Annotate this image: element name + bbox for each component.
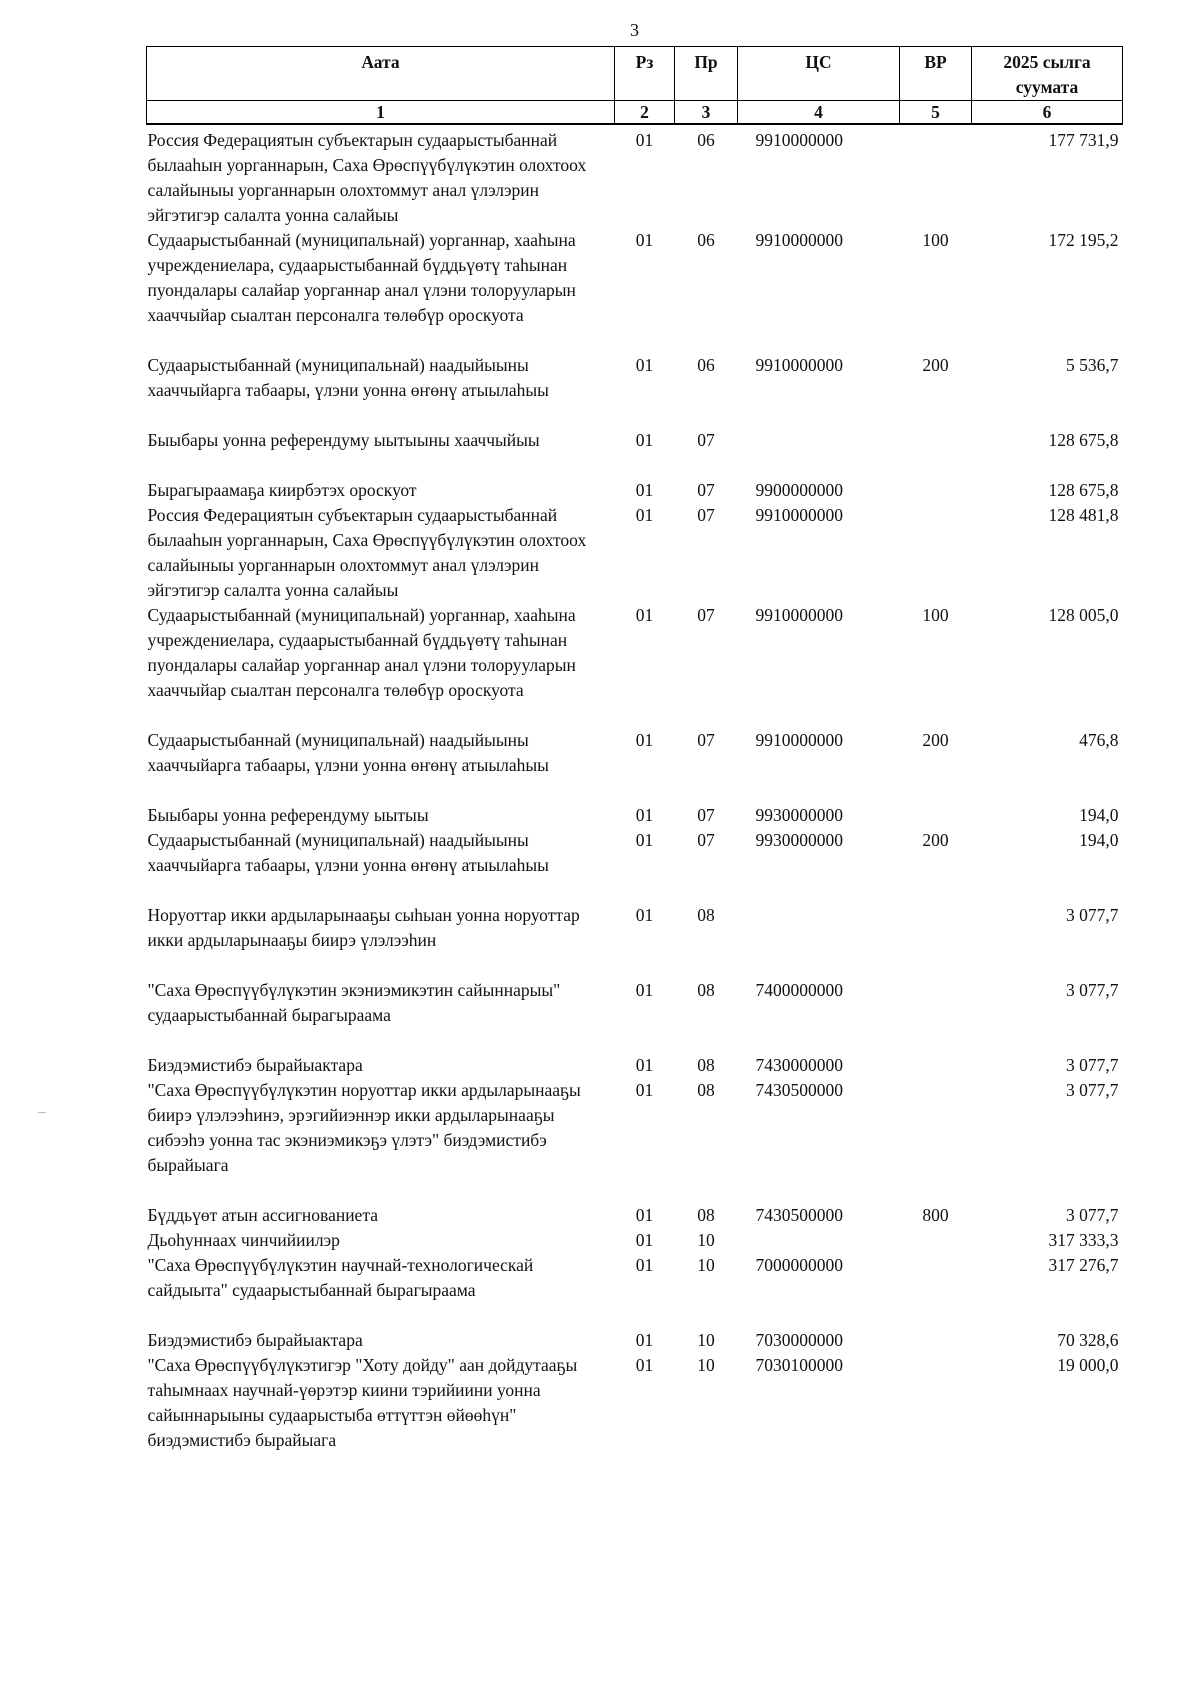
row-cs: 9910000000 xyxy=(755,605,843,625)
row-vr xyxy=(900,1253,972,1328)
row-cs xyxy=(738,1228,900,1253)
row-rz: 01 xyxy=(635,805,654,825)
row-name: Биэдэмистибэ бырайыактара xyxy=(147,1055,363,1075)
table-row xyxy=(147,978,1123,1053)
row-pr: 07 xyxy=(697,830,715,850)
row-sum: 476,8 xyxy=(1079,730,1119,750)
row-rz: 01 xyxy=(635,1255,654,1275)
row-rz: 01 xyxy=(635,1355,654,1375)
row-cs: 7430500000 xyxy=(755,1080,843,1100)
row-rz: 01 xyxy=(635,130,654,150)
row-vr: 200 xyxy=(922,730,949,750)
row-cs: 7430500000 xyxy=(755,1205,843,1225)
row-cs: 9910000000 xyxy=(755,730,843,750)
row-pr: 08 xyxy=(697,905,715,925)
row-sum: 3 077,7 xyxy=(1066,905,1119,925)
row-pr: 06 xyxy=(697,230,715,250)
table-row xyxy=(147,428,1123,478)
row-pr: 06 xyxy=(697,355,715,375)
column-number: 2 xyxy=(615,101,675,125)
row-sum: 3 077,7 xyxy=(1066,1080,1119,1100)
row-pr: 08 xyxy=(697,1080,715,1100)
table-row xyxy=(147,1253,1123,1328)
row-name: Судаарыстыбаннай (муниципальнай) наадыйыыны хааччыйарга табаары, үлэни уонна өҥөнү атыылаһыы xyxy=(147,730,549,775)
table-row xyxy=(147,503,1123,603)
table-row xyxy=(147,1328,1123,1353)
table-row xyxy=(147,828,1123,903)
table-row xyxy=(147,124,1123,228)
table-row xyxy=(147,1353,1123,1453)
row-rz: 01 xyxy=(635,505,654,525)
table-row xyxy=(147,728,1123,803)
row-vr xyxy=(900,1353,972,1453)
header-cs: ЦС xyxy=(738,47,900,101)
row-name: Быыбары уонна референдуму ыытыыны хааччыйыы xyxy=(147,430,540,450)
row-sum: 3 077,7 xyxy=(1066,1205,1119,1225)
row-vr xyxy=(900,1328,972,1353)
row-rz: 01 xyxy=(635,1330,654,1350)
row-sum: 317 276,7 xyxy=(1048,1255,1119,1275)
row-name: Бырагыраамаҕа киирбэтэх ороскуот xyxy=(147,480,417,500)
row-rz: 01 xyxy=(635,730,654,750)
header-sum: 2025 сылга суумата xyxy=(972,47,1123,101)
header-vr: ВР xyxy=(900,47,972,101)
row-vr: 800 xyxy=(922,1205,949,1225)
table-row xyxy=(147,603,1123,728)
row-name: Дьоһуннаах чинчийиилэр xyxy=(147,1230,340,1250)
row-pr: 07 xyxy=(697,480,715,500)
row-vr xyxy=(900,1228,972,1253)
row-name: Бүддьүөт атын ассигнованиета xyxy=(147,1205,378,1225)
row-sum: 194,0 xyxy=(1079,830,1119,850)
row-rz: 01 xyxy=(635,605,654,625)
row-sum: 194,0 xyxy=(1079,805,1119,825)
row-vr xyxy=(900,978,972,1053)
row-name: Судаарыстыбаннай (муниципальнай) наадыйыыны хааччыйарга табаары, үлэни уонна өҥөнү атыылаһыы xyxy=(147,830,549,875)
header-rz: Рз xyxy=(615,47,675,101)
row-rz: 01 xyxy=(635,1205,654,1225)
row-sum: 128 675,8 xyxy=(1048,430,1119,450)
row-cs: 7430000000 xyxy=(755,1055,843,1075)
row-cs: 7000000000 xyxy=(755,1255,843,1275)
row-name: Россия Федерациятын субъектарын судаарыстыбаннай былааһын уорганнарын, Саха Өрөспүүбүлүкэтин олохтоох салайыныы уорганнарын олохтоммут анал үлэлэрин эйгэтигэр салалта уонна салайыы xyxy=(147,505,587,600)
row-cs: 9930000000 xyxy=(755,805,843,825)
row-name: "Саха Өрөспүүбүлүкэтигэр "Хоту дойду" аан дойдутааҕы таһымнаах научнай-үөрэтэр киини тэрийиини уонна сайыннарыыны судаарыстыба өттүттэн өйөөһүн" биэдэмистибэ бырайыага xyxy=(147,1355,578,1450)
page-number: 3 xyxy=(630,20,639,40)
row-rz: 01 xyxy=(635,230,654,250)
row-cs: 9900000000 xyxy=(755,480,843,500)
row-sum: 3 077,7 xyxy=(1066,1055,1119,1075)
row-name: Судаарыстыбаннай (муниципальнай) уорганнар, хааһына учреждениелара, судаарыстыбаннай бүддьүөтү таһынан пуондалары салайар уорганнар анал үлэни толорууларын хааччыйар сыалтан персоналга төлөбүр ороскуота xyxy=(147,605,576,700)
table-row xyxy=(147,353,1123,428)
column-number: 6 xyxy=(972,101,1123,125)
row-sum: 128 675,8 xyxy=(1048,480,1119,500)
row-vr: 100 xyxy=(922,605,949,625)
row-name: Россия Федерациятын субъектарын судаарыстыбаннай былааһын уорганнарын, Саха Өрөспүүбүлүкэтин олохтоох салайыныы уорганнарын олохтоммут анал үлэлэрин эйгэтигэр салалта уонна салайыы xyxy=(147,130,587,225)
row-vr xyxy=(900,503,972,603)
row-sum: 172 195,2 xyxy=(1048,230,1119,250)
row-sum: 19 000,0 xyxy=(1057,1355,1119,1375)
margin-mark xyxy=(38,1112,46,1113)
row-cs: 9910000000 xyxy=(755,130,843,150)
row-rz: 01 xyxy=(635,980,654,1000)
row-pr: 07 xyxy=(697,605,715,625)
row-name: Быыбары уонна референдуму ыытыы xyxy=(147,805,429,825)
row-vr xyxy=(900,124,972,228)
row-sum: 3 077,7 xyxy=(1066,980,1119,1000)
row-sum: 177 731,9 xyxy=(1048,130,1119,150)
row-vr: 200 xyxy=(922,355,949,375)
row-name: Норуоттар икки ардыларынааҕы сыһыан уонна норуоттар икки ардыларынааҕы биирэ үлэлээһин xyxy=(147,905,580,950)
budget-table xyxy=(146,46,1123,1453)
table-row xyxy=(147,1228,1123,1253)
row-vr xyxy=(900,428,972,478)
row-sum: 317 333,3 xyxy=(1048,1230,1119,1250)
table-row xyxy=(147,903,1123,978)
row-name: Судаарыстыбаннай (муниципальнай) наадыйыыны хааччыйарга табаары, үлэни уонна өҥөнү атыылаһыы xyxy=(147,355,549,400)
table-row xyxy=(147,1078,1123,1203)
row-vr xyxy=(900,478,972,503)
column-number-row xyxy=(147,101,1123,125)
row-sum: 5 536,7 xyxy=(1066,355,1119,375)
column-number: 4 xyxy=(738,101,900,125)
row-name: Судаарыстыбаннай (муниципальнай) уорганнар, хааһына учреждениелара, судаарыстыбаннай бүддьүөтү таһынан пуондалары салайар уорганнар анал үлэни толорууларын хааччыйар сыалтан персоналга төлөбүр ороскуота xyxy=(147,230,576,325)
table-row xyxy=(147,478,1123,503)
row-pr: 07 xyxy=(697,430,715,450)
row-pr: 08 xyxy=(697,1055,715,1075)
row-sum: 128 005,0 xyxy=(1048,605,1119,625)
column-number: 3 xyxy=(675,101,738,125)
table-row xyxy=(147,803,1123,828)
row-vr xyxy=(900,803,972,828)
column-number: 1 xyxy=(147,101,615,125)
row-cs: 9930000000 xyxy=(755,830,843,850)
header-row xyxy=(147,47,1123,101)
row-cs: 7030000000 xyxy=(755,1330,843,1350)
column-number: 5 xyxy=(900,101,972,125)
table-row xyxy=(147,1053,1123,1078)
row-pr: 07 xyxy=(697,730,715,750)
row-rz: 01 xyxy=(635,430,654,450)
row-pr: 08 xyxy=(697,1205,715,1225)
row-cs xyxy=(738,428,900,478)
row-rz: 01 xyxy=(635,480,654,500)
row-name: "Саха Өрөспүүбүлүкэтин норуоттар икки ардыларынааҕы биирэ үлэлээһинэ, эрэгийиэннэр икки ардыларынааҕы сибээһэ уонна тас экэниэмикэҕэ үлэтэ" биэдэмистибэ бырайыага xyxy=(147,1080,581,1175)
row-name: "Саха Өрөспүүбүлүкэтин научнай-технологическай сайдыыта" судаарыстыбаннай бырагыраама xyxy=(147,1255,534,1300)
table-row xyxy=(147,1203,1123,1228)
row-name: Биэдэмистибэ бырайыактара xyxy=(147,1330,363,1350)
row-rz: 01 xyxy=(635,1080,654,1100)
row-pr: 10 xyxy=(697,1255,715,1275)
row-pr: 07 xyxy=(697,505,715,525)
row-vr: 100 xyxy=(922,230,949,250)
row-pr: 10 xyxy=(697,1330,715,1350)
row-rz: 01 xyxy=(635,905,654,925)
row-pr: 10 xyxy=(697,1355,715,1375)
row-rz: 01 xyxy=(635,1230,654,1250)
row-sum: 128 481,8 xyxy=(1048,505,1119,525)
row-pr: 06 xyxy=(697,130,715,150)
row-vr xyxy=(900,1053,972,1078)
row-sum: 70 328,6 xyxy=(1057,1330,1119,1350)
header-pr: Пр xyxy=(675,47,738,101)
row-rz: 01 xyxy=(635,1055,654,1075)
header-name: Аата xyxy=(147,47,615,101)
row-rz: 01 xyxy=(635,830,654,850)
row-cs: 7030100000 xyxy=(755,1355,843,1375)
row-vr: 200 xyxy=(922,830,949,850)
row-pr: 08 xyxy=(697,980,715,1000)
row-vr xyxy=(900,903,972,978)
row-rz: 01 xyxy=(635,355,654,375)
row-pr: 10 xyxy=(697,1230,715,1250)
row-pr: 07 xyxy=(697,805,715,825)
row-cs: 9910000000 xyxy=(755,355,843,375)
row-vr xyxy=(900,1078,972,1203)
row-name: "Саха Өрөспүүбүлүкэтин экэниэмикэтин сайыннарыы" судаарыстыбаннай бырагыраама xyxy=(147,980,561,1025)
row-cs xyxy=(738,903,900,978)
row-cs: 7400000000 xyxy=(755,980,843,1000)
table-row xyxy=(147,228,1123,353)
row-cs: 9910000000 xyxy=(755,230,843,250)
row-cs: 9910000000 xyxy=(755,505,843,525)
